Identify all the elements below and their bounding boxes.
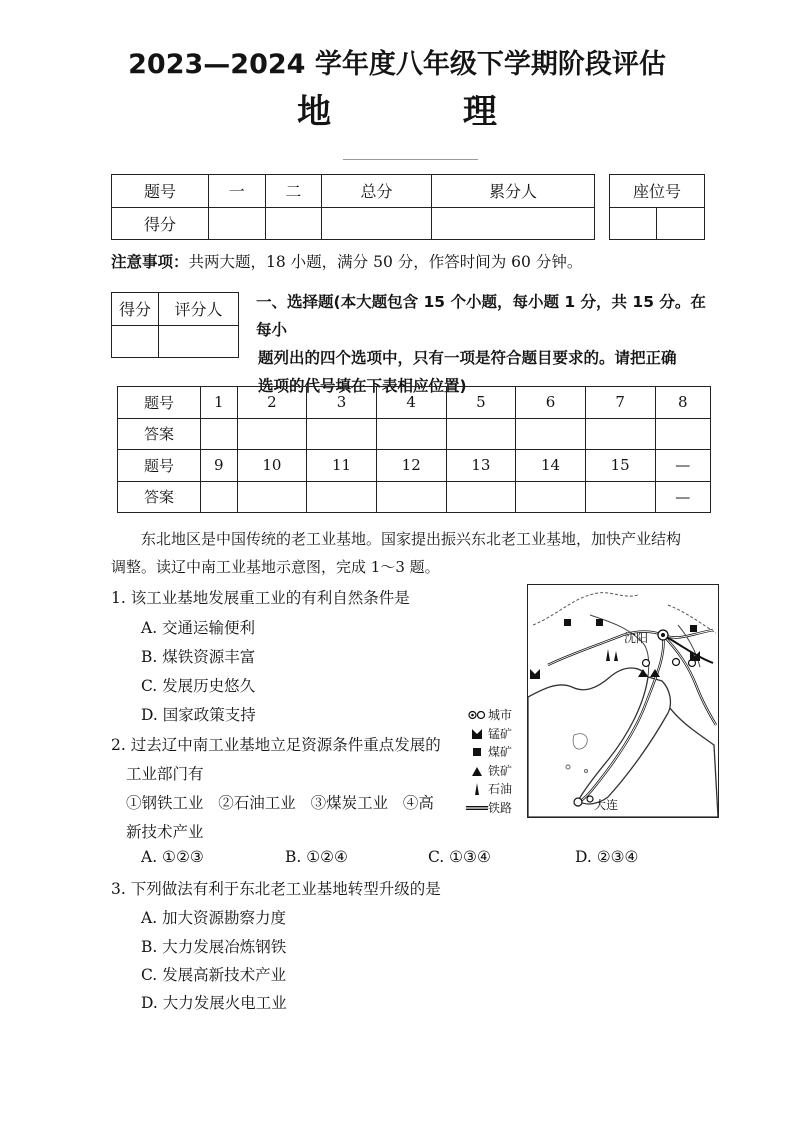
legend-label: 城市 <box>488 708 513 722</box>
railway-icon <box>466 805 488 811</box>
oil-icon <box>466 783 488 795</box>
score-cell[interactable] <box>265 207 322 240</box>
unused-dash: — <box>655 450 711 482</box>
seat-label: 座位号 <box>610 175 705 208</box>
city-icon <box>466 710 488 720</box>
legend-label: 锰矿 <box>488 726 513 741</box>
option[interactable]: B. 大力发展冶炼钢铁 <box>141 938 287 956</box>
option[interactable]: C. 发展高新技术产业 <box>141 966 287 984</box>
score-table <box>111 174 595 240</box>
question-number: 7 <box>585 387 655 419</box>
legend-item <box>466 780 512 799</box>
question-number: 6 <box>516 387 586 419</box>
legend-label: 铁路 <box>488 800 513 815</box>
score-head-part1: 一 <box>209 175 266 208</box>
question-number: 4 <box>376 387 446 419</box>
question-number: 8 <box>655 387 711 419</box>
option[interactable]: D. ②③④ <box>575 848 639 866</box>
divider <box>343 159 478 160</box>
answer-cell[interactable] <box>585 481 655 513</box>
grader-table <box>111 292 239 358</box>
legend-label: 石油 <box>488 782 513 796</box>
city-shenyang-label: 沈阳 <box>624 631 649 645</box>
seat-table <box>609 174 705 240</box>
score-cell[interactable] <box>322 207 432 240</box>
question-number: 3 <box>307 387 377 419</box>
answer-cell[interactable] <box>446 481 516 513</box>
answer-cell[interactable] <box>376 481 446 513</box>
exam-title: 2023—2024 学年度八年级下学期阶段评估 <box>128 49 666 80</box>
coal-mine-icon <box>466 747 488 757</box>
question-1-stem: 1. 该工业基地发展重工业的有利自然条件是 <box>111 589 410 607</box>
answer-head-number: 题号 <box>118 387 201 419</box>
answer-cell[interactable] <box>201 418 238 450</box>
question-number: 1 <box>201 387 238 419</box>
intro-line2: 调整。读辽中南工业基地示意图，完成 1～3 题。 <box>111 558 440 576</box>
section1-instructions <box>258 288 718 400</box>
notice-text: 共两大题，18 小题，满分 50 分，作答时间为 60 分钟。 <box>188 253 583 271</box>
question-number: 14 <box>516 450 586 482</box>
option[interactable]: B. 煤铁资源丰富 <box>141 648 256 666</box>
answer-cell[interactable] <box>376 418 446 450</box>
score-head-number: 题号 <box>112 175 209 208</box>
legend-item <box>466 799 512 818</box>
option[interactable]: B. ①②④ <box>285 848 348 866</box>
score-cell[interactable] <box>209 207 266 240</box>
answer-cell[interactable] <box>516 481 586 513</box>
score-cell[interactable] <box>431 207 594 240</box>
question-number: 10 <box>237 450 307 482</box>
score-head-total: 总分 <box>322 175 432 208</box>
liaozhongnan-map <box>527 584 719 818</box>
answer-head-number: 题号 <box>118 450 201 482</box>
answer-cell[interactable] <box>307 418 377 450</box>
iron-mine-icon <box>466 766 488 776</box>
answer-cell[interactable] <box>237 481 307 513</box>
question-number: 2 <box>237 387 307 419</box>
option[interactable]: C. 发展历史悠久 <box>141 677 256 695</box>
option[interactable]: A. ①②③ <box>141 848 204 866</box>
map-drawing <box>528 585 718 817</box>
option[interactable]: D. 大力发展火电工业 <box>141 994 287 1012</box>
score-head-part2: 二 <box>265 175 322 208</box>
question-number: 9 <box>201 450 238 482</box>
notice-label: 注意事项： <box>111 253 189 271</box>
question-number: 15 <box>585 450 655 482</box>
map-legend <box>466 706 512 817</box>
answer-cell[interactable] <box>655 418 711 450</box>
seat-cell[interactable] <box>657 207 705 240</box>
section1-line2: 题列出的四个选项中，只有一项是符合题目要求的。请把正确 <box>258 349 677 367</box>
answer-cell[interactable] <box>446 418 516 450</box>
question-number: 12 <box>376 450 446 482</box>
notice <box>111 250 582 272</box>
option[interactable]: A. 交通运输便利 <box>141 619 256 637</box>
option[interactable]: D. 国家政策支持 <box>141 706 256 724</box>
option[interactable]: C. ①③④ <box>428 848 491 866</box>
legend-item <box>466 725 512 744</box>
score-row-label: 得分 <box>112 207 209 240</box>
grader-head-score: 得分 <box>112 293 159 326</box>
answer-cell[interactable] <box>516 418 586 450</box>
question-2-stem: 工业部门有 <box>126 765 204 783</box>
question-number: 11 <box>307 450 377 482</box>
answer-cell[interactable] <box>201 481 238 513</box>
answer-cell[interactable] <box>585 418 655 450</box>
answer-cell[interactable] <box>307 481 377 513</box>
subject-title: 地 理 <box>297 92 557 132</box>
grader-head-grader: 评分人 <box>159 293 239 326</box>
question-number: 13 <box>446 450 516 482</box>
section1-line3: 选项的代号填在下表相应位置) <box>258 377 467 395</box>
question-number: 5 <box>446 387 516 419</box>
unused-dash: — <box>655 481 711 513</box>
answer-head-answer: 答案 <box>118 481 201 513</box>
question-2-items: 新技术产业 <box>126 823 204 841</box>
city-dalian-label: 大连 <box>594 798 619 812</box>
legend-label: 煤矿 <box>488 745 513 759</box>
legend-item <box>466 706 512 725</box>
grader-cell[interactable] <box>159 325 239 358</box>
question-3-stem: 3. 下列做法有利于东北老工业基地转型升级的是 <box>111 880 441 898</box>
legend-item <box>466 762 512 781</box>
manganese-mine-icon <box>466 729 488 739</box>
intro-line1: 东北地区是中国传统的老工业基地。国家提出振兴东北老工业基地，加快产业结构 <box>141 530 682 548</box>
legend-item <box>466 743 512 762</box>
question-2-items: ①钢铁工业 ②石油工业 ③煤炭工业 ④高 <box>126 794 434 812</box>
score-head-tallier: 累分人 <box>431 175 594 208</box>
intro-passage <box>111 525 721 581</box>
question-2-stem: 2. 过去辽中南工业基地立足资源条件重点发展的 <box>111 736 441 754</box>
answer-head-answer: 答案 <box>118 418 201 450</box>
grader-cell[interactable] <box>112 325 159 358</box>
option[interactable]: A. 加大资源勘察力度 <box>141 909 287 927</box>
seat-cell[interactable] <box>610 207 657 240</box>
section1-line1: 一、选择题(本大题包含 15 个小题，每小题 1 分，共 15 分。在每小 <box>256 293 706 339</box>
answer-table <box>117 386 711 513</box>
answer-cell[interactable] <box>237 418 307 450</box>
legend-label: 铁矿 <box>488 763 513 778</box>
